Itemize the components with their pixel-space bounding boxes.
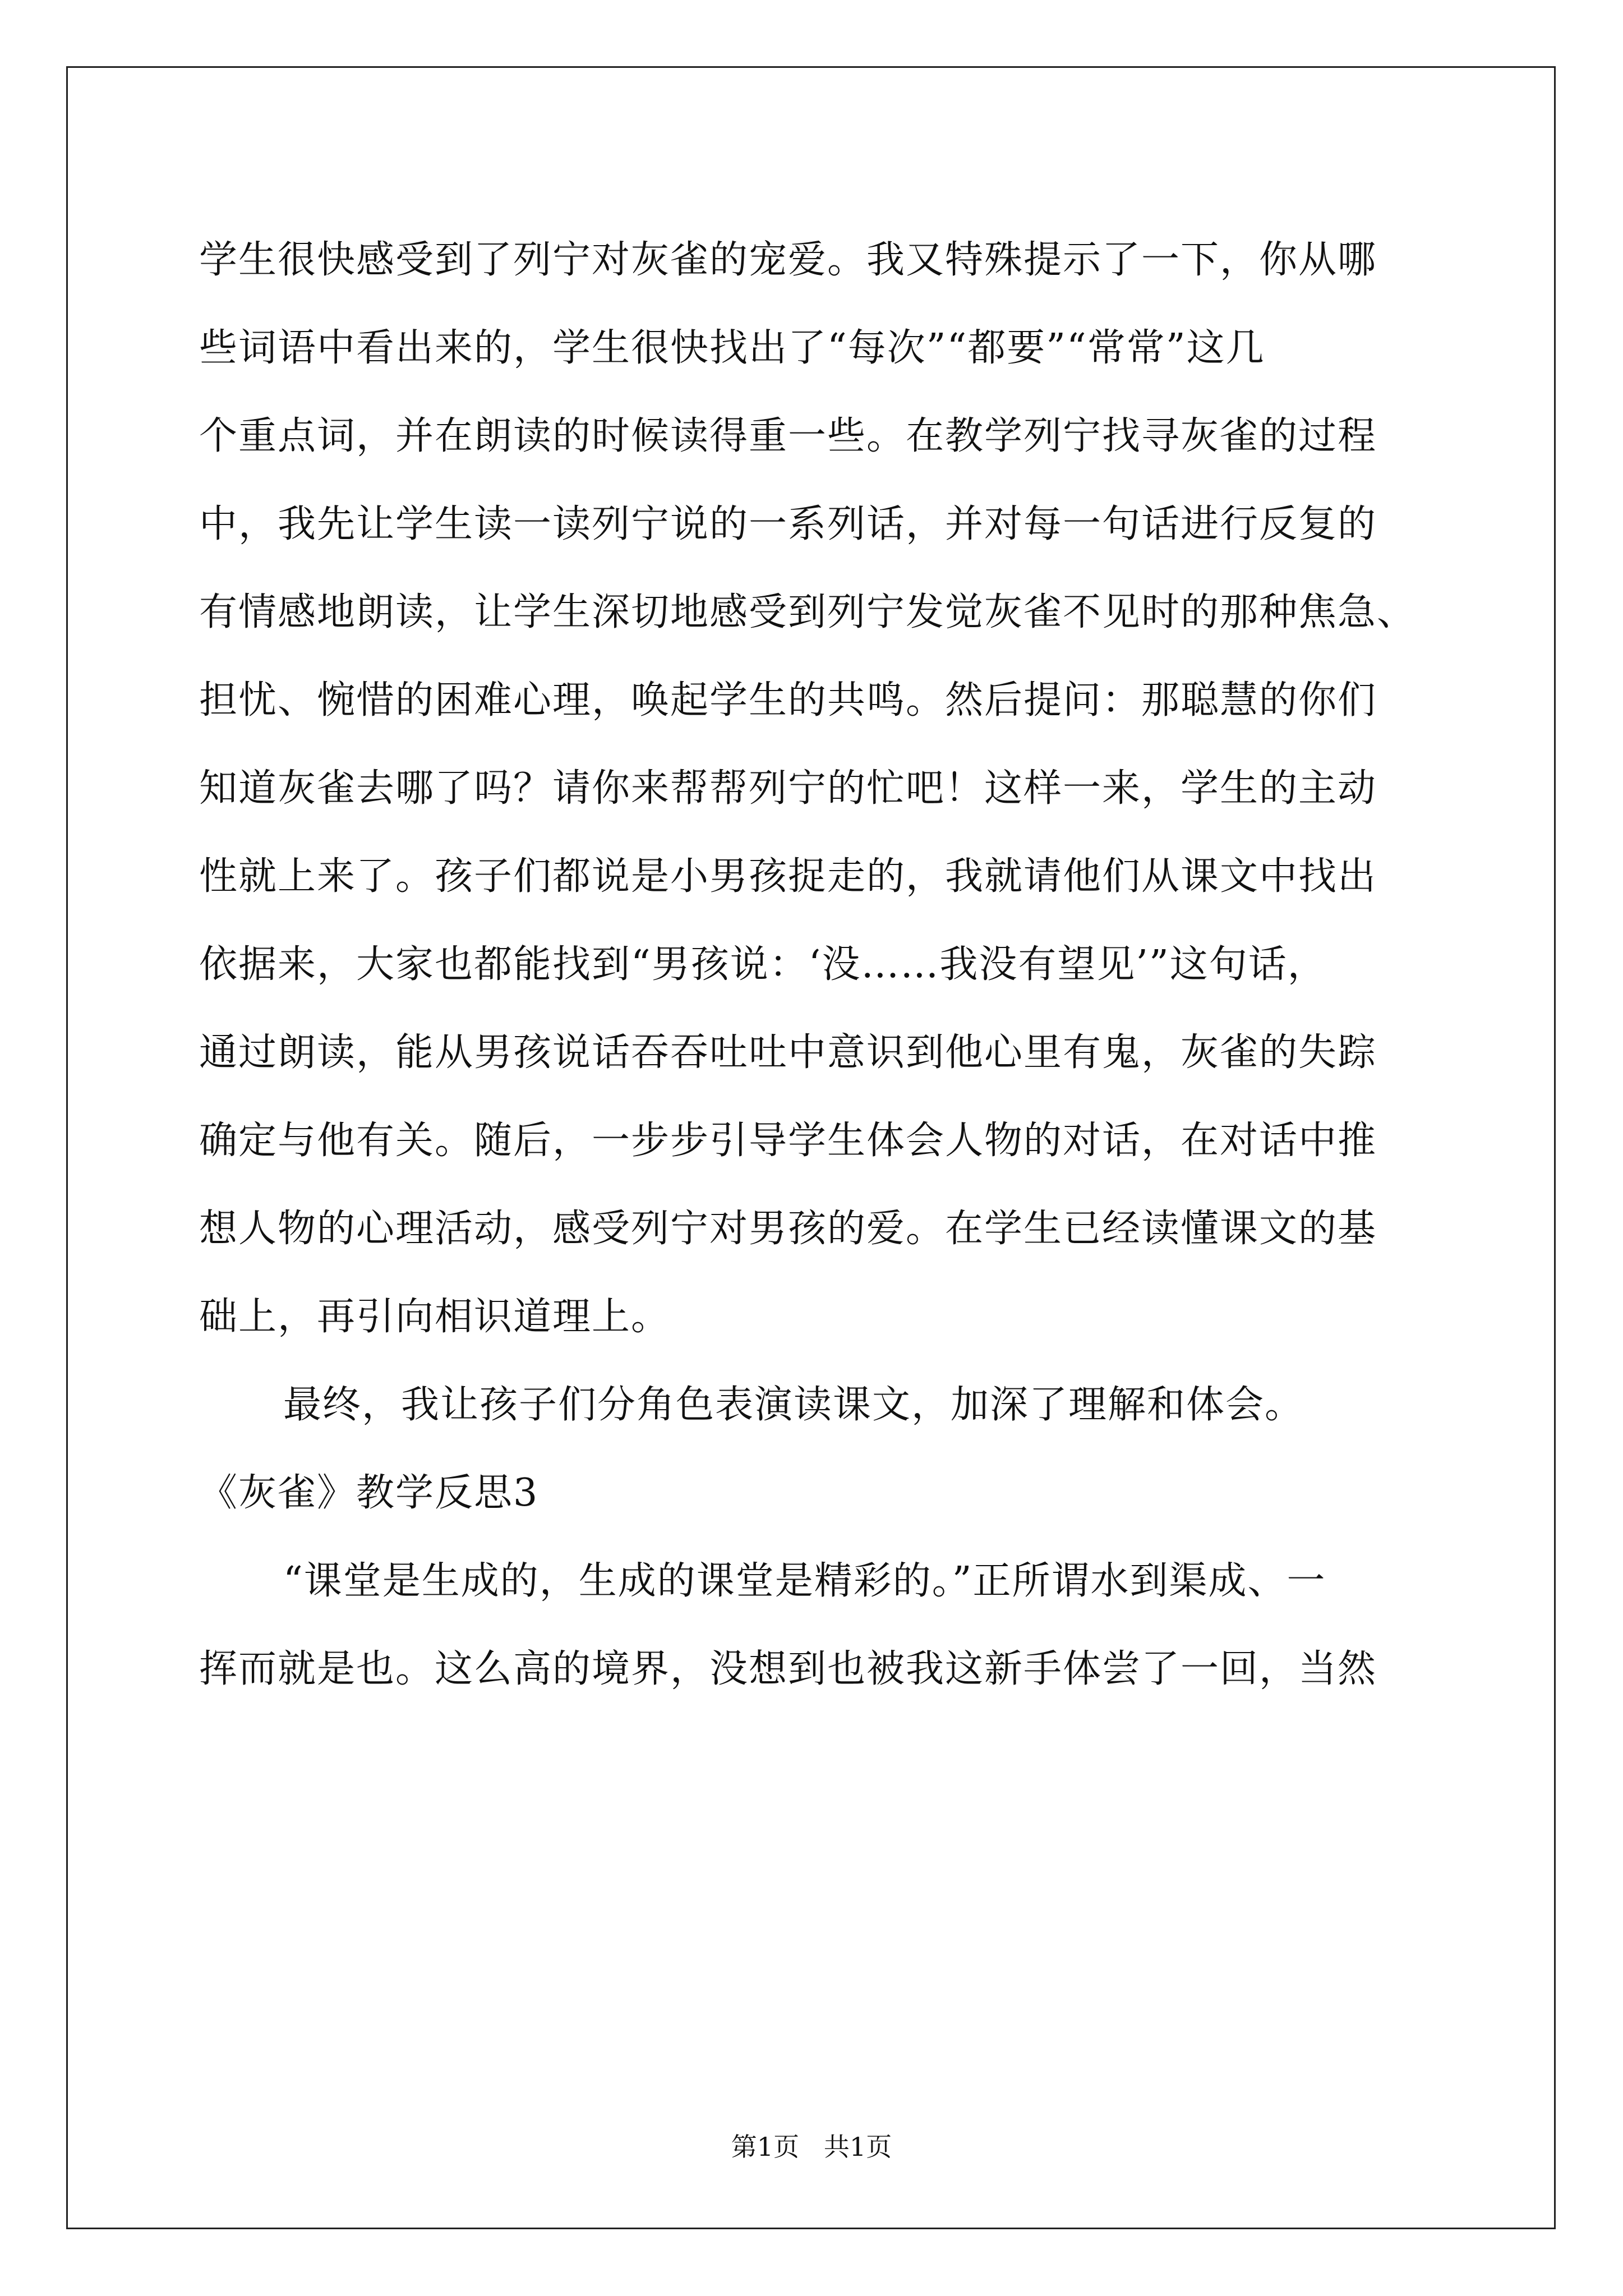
body-line-4: 中，我先让学生读一读列宁说的一系列话，并对每一句话进行反复的 [199,502,1377,546]
section-line-1: “课堂是生成的，生成的课堂是精彩的。”正所谓水到渠成、一 [283,1559,1326,1603]
body-line-6: 担忧、惋惜的困难心理，唤起学生的共鸣。然后提问：那聪慧的你们 [199,678,1377,723]
document-body [199,216,1467,1713]
page-footer: 第1页 共1页 [731,2132,892,2162]
section-heading: 《灰雀》教学反思3 [199,1471,539,1515]
section-line-2: 挥而就是也。这么高的境界，没想到也被我这新手体尝了一回，当然 [199,1647,1377,1691]
body-line-10: 通过朗读，能从男孩说话吞吞吐吐中意识到他心里有鬼，灰雀的失踪 [199,1030,1377,1075]
body-line-12: 想人物的心理活动，感受列宁对男孩的爱。在学生已经读懂课文的基 [199,1207,1377,1251]
body-line-7: 知道灰雀去哪了吗？请你来帮帮列宁的忙吧！这样一来，学生的主动 [199,766,1377,811]
body-line-5: 有情感地朗读，让学生深切地感受到列宁发觉灰雀不见时的那种焦急、 [199,590,1417,634]
body-line-13: 础上，再引向相识道理上。 [199,1295,671,1339]
body-line-8: 性就上来了。孩子们都说是小男孩捉走的，我就请他们从课文中找出 [199,854,1377,899]
body-line-3: 个重点词，并在朗读的时候读得重一些。在教学列宁找寻灰雀的过程 [199,414,1377,458]
body-line-11: 确定与他有关。随后，一步步引导学生体会人物的对话，在对话中推 [199,1119,1377,1163]
body-line-1: 学生很快感受到了列宁对灰雀的宠爱。我又特殊提示了一下，你从哪 [199,238,1377,282]
body-line-9: 依据来，大家也都能找到“男孩说：‘没……我没有望见’”这句话， [199,942,1327,987]
body-line-2: 些词语中看出来的，学生很快找出了“每次”“都要”“常常”这几 [199,326,1265,370]
closing-paragraph: 最终，我让孩子们分角色表演读课文，加深了理解和体会。 [283,1383,1304,1427]
